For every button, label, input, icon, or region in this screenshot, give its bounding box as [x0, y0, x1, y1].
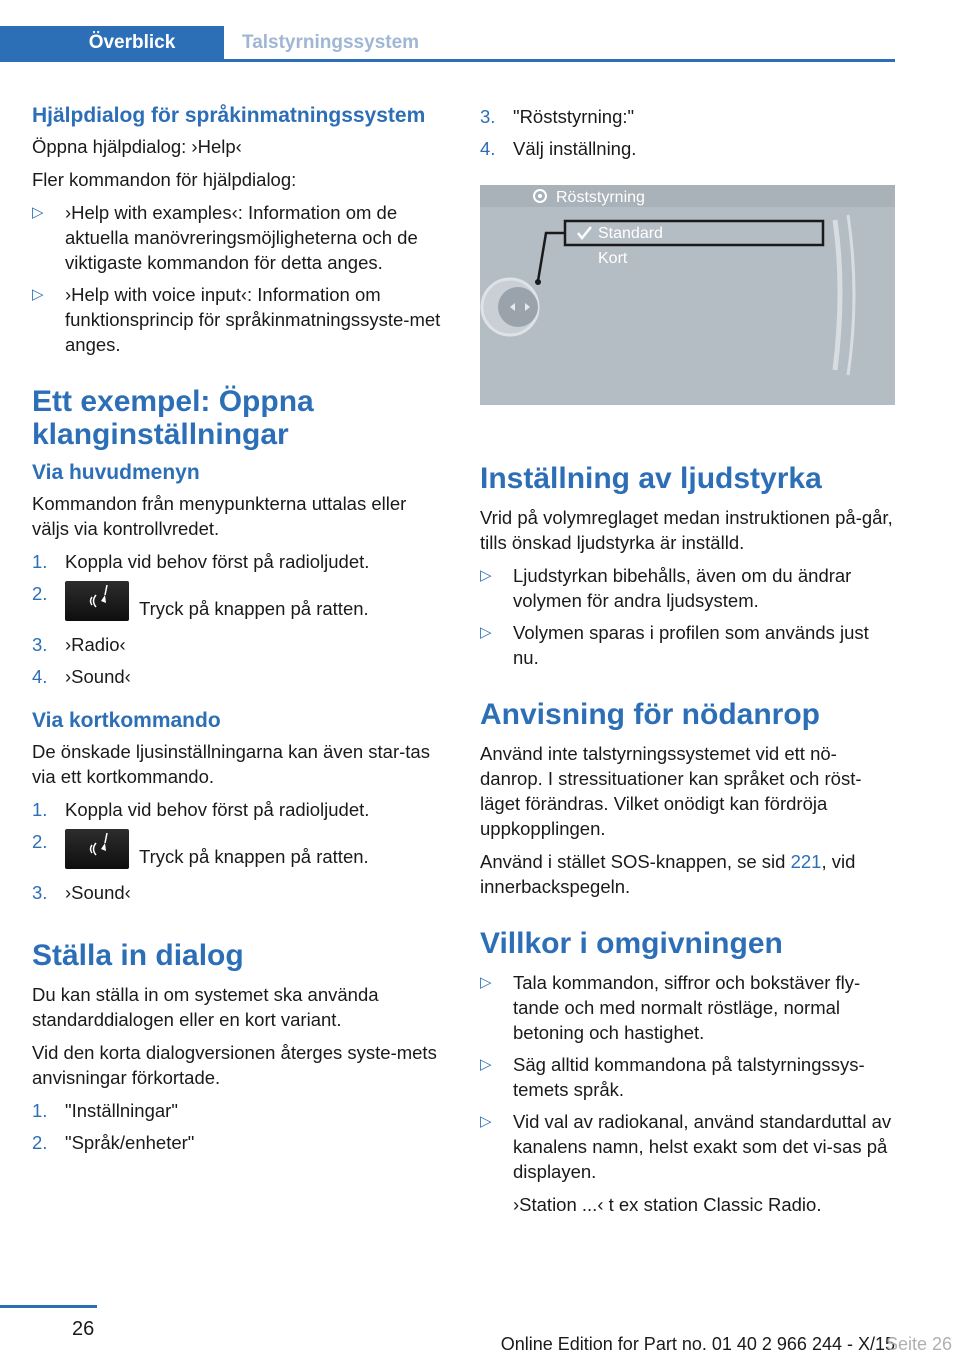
idrive-screen-illustration	[480, 185, 895, 405]
numbered-list	[32, 1098, 447, 1155]
triangle-bullet-icon: ▷	[480, 974, 492, 991]
numbered-list	[480, 104, 895, 161]
heading-environment: Villkor i omgivningen	[480, 927, 783, 960]
heading-emergency: Anvisning för nödanrop	[480, 698, 820, 731]
heading-help-dialog: Hjälpdialog för språkinmatningssystem	[32, 104, 426, 127]
page-link-221[interactable]: 221	[790, 851, 822, 872]
list-item: 3. ›Radio‹	[32, 634, 126, 655]
edition-text: Online Edition for Part no. 01 40 2 966 244 - X/15	[500, 1334, 895, 1354]
list-item: 4. Välj inställning.	[480, 138, 637, 159]
triangle-bullet-icon: ▷	[480, 1056, 492, 1073]
list-item: 4. ›Sound‹	[32, 666, 131, 687]
header-rule	[0, 59, 895, 62]
paragraph: Använd i stället SOS-knappen, se sid 221, vid innerbackspegeln.	[480, 851, 856, 897]
header-tabs	[0, 26, 895, 62]
list-item: 1. Koppla vid behov först på radioljudet.	[32, 799, 370, 820]
triangle-bullet-icon: ▷	[480, 567, 492, 584]
numbered-list	[32, 549, 447, 689]
triangle-bullet-icon: ▷	[32, 286, 44, 303]
paragraph: Kommandon från menypunkterna uttalas eller väljs via kontrollvredet.	[32, 493, 407, 539]
paragraph: De önskade ljusinställningarna kan även star‐tas via ett kortkommando.	[32, 741, 430, 787]
paragraph: Öppna hjälpdialog: ›Help‹	[32, 136, 242, 157]
watermark: Seite 26	[885, 1334, 952, 1354]
heading-volume: Inställning av ljudstyrka	[480, 462, 822, 495]
bullet-list	[480, 563, 895, 670]
list-item: ▷ Volymen sparas i profilen som används just nu.	[480, 622, 869, 668]
list-item: 1. Koppla vid behov först på radioljudet.	[32, 551, 370, 572]
paragraph: Vid den korta dialogversionen återges syste‐mets anvisningar förkortade.	[32, 1042, 437, 1088]
list-item: 3. ›Sound‹	[32, 882, 131, 903]
heading-set-dialog: Ställa in dialog	[32, 939, 244, 972]
paragraph: Fler kommandon för hjälpdialog:	[32, 169, 297, 190]
list-item: ▷ Säg alltid kommandona på talstyrningssys‐temets språk.	[480, 1054, 865, 1100]
heading-example: Ett exempel: Öppna klanginställningar	[32, 385, 314, 451]
subheading-shortcut: Via kortkommando	[32, 709, 221, 732]
list-item: ▷ ›Help with voice input‹: Information om funktionsprincip för språkinmatningssyste‐met anges.	[32, 284, 441, 355]
numbered-list	[32, 797, 447, 905]
steering-voice-button-icon	[65, 829, 129, 869]
list-item: 3. "Röststyrning:"	[480, 106, 635, 127]
controller-knob-icon	[482, 279, 538, 335]
list-item: 1. "Inställningar"	[32, 1100, 178, 1121]
tab-overview[interactable]: Överblick	[0, 26, 224, 62]
steering-voice-button-icon	[65, 581, 129, 621]
list-item: ▷ Tala kommandon, siffror och bokstäver fly‐tande och med normalt röstläge, normal betoning och hastighet.	[480, 972, 861, 1043]
triangle-bullet-icon: ▷	[480, 624, 492, 641]
triangle-bullet-icon: ▷	[32, 204, 44, 221]
left-column	[32, 104, 447, 1163]
list-item: ▷ Vid val av radiokanal, använd standarduttal av kanalens namn, helst exakt som det vi‐sas på displayen. ›Station ...‹ t ex station Classic Radio.	[480, 1109, 895, 1217]
footer-rule	[0, 1305, 97, 1308]
screen-item-short: Kort	[598, 250, 628, 267]
page-number: 26	[72, 1318, 95, 1340]
tab-voice-control[interactable]: Talstyrningssystem	[242, 32, 420, 53]
paragraph: Du kan ställa in om systemet ska använda standarddialogen eller en kort variant.	[32, 984, 379, 1030]
screen-item-standard: Standard	[598, 225, 663, 242]
list-item: 2. "Språk/enheter"	[32, 1132, 195, 1153]
list-item: ▷ ›Help with examples‹: Information om de aktuella manövreringsmöjligheterna och de viktigaste kommandon för detta anges.	[32, 202, 418, 273]
list-item: 2. Tryck på knappen på ratten.	[32, 583, 369, 619]
triangle-bullet-icon: ▷	[480, 1113, 492, 1130]
list-item: 2. Tryck på knappen på ratten.	[32, 831, 369, 867]
subheading-main-menu: Via huvudmenyn	[32, 461, 200, 484]
bullet-list	[32, 200, 447, 357]
paragraph: Använd inte talstyrningssystemet vid ett nö‐danrop. I stressituationer kan språket och röst‐läget förändras. Vilket onödigt kan fördröja uppkopplingen.	[480, 743, 862, 839]
bullet-list	[480, 970, 895, 1217]
paragraph: Vrid på volymreglaget medan instruktionen på‐går, tills önskad ljudstyrka är inställd.	[480, 507, 893, 553]
list-item: ▷ Ljudstyrkan bibehålls, även om du ändrar volymen för andra ljudsystem.	[480, 565, 852, 611]
right-column	[480, 104, 895, 1225]
screen-title: Röststyrning	[556, 189, 645, 206]
note: ›Station ...‹ t ex station Classic Radio.	[513, 1194, 822, 1215]
